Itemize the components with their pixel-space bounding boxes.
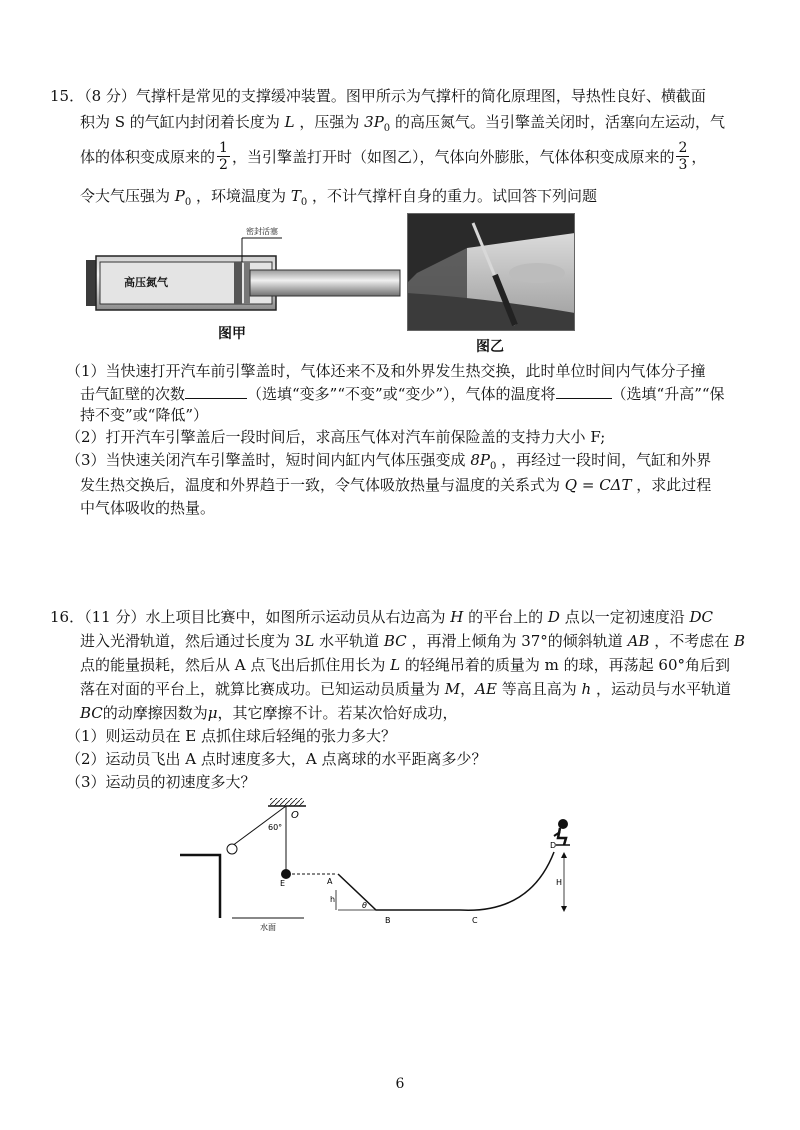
q16-line1c: 点以一定初速度沿 [564, 608, 685, 626]
fig-yi-caption: 图乙 [476, 339, 504, 355]
sub-0c: 0 [300, 197, 308, 208]
q15-line3b: ，当引擎盖打开时（如图乙），气体向外膨胀，气体体积变成原来的 [231, 147, 675, 166]
frac1-den: 2 [219, 156, 228, 173]
q15-line2c: 的高压氮气。当引擎盖关闭时，活塞向左运动，气 [394, 113, 725, 131]
q16-sub1: （1）则运动员在 E 点抓住球后轻绳的张力多大？ [66, 727, 397, 745]
figure-q16-track [170, 790, 600, 940]
label-D: D [550, 841, 557, 850]
var-M: M [444, 680, 461, 698]
figure-jia-gas-strut [84, 220, 404, 320]
ball-swung [227, 844, 237, 854]
q15-line3a: 体的体积变成原来的 [80, 147, 216, 166]
label-H: H [556, 878, 563, 887]
fraction-two-thirds [676, 140, 689, 173]
var-L3: L [390, 656, 401, 674]
formula-Q-CdT: Q = CΔT [564, 476, 632, 494]
q16-line3b: 的轻绳吊着的质量为 m 的球，再荡起 60°角后到 [404, 656, 731, 674]
var-h: h [581, 680, 592, 698]
q15-line3c: ， [691, 147, 707, 166]
q16-line2c: ，再滑上倾角为 37°的倾斜轨道 [411, 632, 623, 650]
q15-line4a: 令大气压强为 [80, 187, 171, 205]
q16-line1a: 16．（11 分）水上项目比赛中，如图所示运动员从右边高为 [50, 608, 446, 626]
piston-2 [244, 262, 250, 304]
height-H-arrowhead-down [561, 906, 567, 912]
var-AB: AB [627, 632, 650, 650]
q16-line4 [80, 678, 731, 699]
q16-line3 [80, 654, 730, 675]
var-H: H [450, 608, 464, 626]
q15-line3 [80, 136, 706, 176]
var-L: L [284, 113, 295, 131]
var-BC: BC [383, 632, 407, 650]
q15-sub1-line3: 持不变”或“降低”） [80, 406, 209, 424]
ball-E [281, 869, 291, 879]
label-water: 水面 [260, 923, 276, 932]
q15-sub1-line1: （1）当快速打开汽车前引擎盖时，气体还来不及和外界发生热交换，此时单位时间内气体分子撞 [66, 362, 706, 380]
figure-yi-photo [407, 213, 575, 331]
left-platform [180, 855, 220, 918]
label-theta: θ [362, 901, 367, 910]
var-BC2: BC [80, 704, 103, 722]
sub-0: 0 [383, 123, 391, 134]
piston [234, 262, 242, 304]
var-L2: L [304, 632, 315, 650]
q15-line4b: ，环境温度为 [196, 187, 287, 205]
q15-line4c: ，不计气撑杆自身的重力。试回答下列问题 [312, 187, 598, 205]
fraction-one-half [217, 140, 230, 173]
var-D: D [547, 608, 560, 626]
answer-blank-2[interactable] [556, 384, 612, 399]
page-number: 6 [395, 1076, 405, 1092]
q16-line2b: 水平轨道 [319, 632, 380, 650]
pivot-ceiling-hatch [270, 798, 304, 806]
frac2-den: 3 [678, 156, 688, 173]
car-in-background [509, 263, 565, 283]
var-mu: μ [207, 704, 218, 722]
q15-line2a: 积为 S 的气缸内封闭着长度为 [80, 113, 280, 131]
q16-line5a: 的动摩擦因数为 [102, 704, 208, 722]
q16-line4d: ，运动员与水平轨道 [596, 680, 732, 698]
fig-jia-caption: 图甲 [218, 326, 246, 342]
q15-sub1-line2b: （选填“变多”“不变”或“变少”），气体的温度将 [247, 385, 556, 403]
answer-blank-1[interactable] [185, 384, 247, 399]
q16-line2a: 进入光滑轨道，然后通过长度为 3 [80, 632, 305, 650]
frac2-num: 2 [678, 139, 688, 156]
q16-line2d: ，不考虑在 [654, 632, 730, 650]
var-T0: T [290, 187, 301, 205]
q16-line2 [80, 630, 745, 651]
q15-sub3-line2 [80, 474, 711, 495]
label-C: C [472, 916, 478, 925]
q15-line2 [80, 111, 725, 134]
piston-rod [250, 270, 400, 296]
q15-sub3-line3: 中气体吸收的热量。 [80, 499, 216, 517]
q15-sub1-line2c: （选填“升高”“保 [611, 385, 725, 403]
var-8P0: 8P [470, 451, 490, 469]
label-B: B [385, 916, 391, 925]
q16-line4c: 等高且高为 [501, 680, 577, 698]
q16-line4a: 落在对面的平台上，就算比赛成功。已知运动员质量为 [80, 680, 441, 698]
sub-0d: 0 [489, 461, 497, 472]
q15-line2b: ，压强为 [299, 113, 360, 131]
gas-label: 高压氮气 [124, 276, 168, 289]
var-DC: DC [689, 608, 714, 626]
q16-line1 [50, 606, 713, 627]
q15-sub3-line1a: （3）当快速关闭汽车引擎盖时，短时间内缸内气体压强变成 [66, 451, 466, 469]
q16-line5 [80, 702, 458, 723]
var-3P0: 3P [364, 113, 384, 131]
label-h: h [330, 895, 336, 904]
q16-line4b: ， [460, 680, 476, 698]
q15-sub3-line1b: ，再经过一段时间，气缸和外界 [501, 451, 712, 469]
var-P0: P [174, 187, 185, 205]
q15-line4 [80, 185, 597, 208]
piston-label: 密封活塞 [246, 227, 278, 236]
frac1-num: 1 [219, 139, 228, 156]
q15-sub2: （2）打开汽车引擎盖后一段时间后，求高压气体对汽车前保险盖的支持力大小 F; [66, 428, 606, 446]
q15-sub1-line2 [80, 383, 725, 404]
sub-0b: 0 [184, 197, 192, 208]
label-E: E [280, 879, 286, 888]
q15-sub3-line1 [66, 449, 711, 472]
label-A: A [327, 877, 333, 886]
q16-sub3: （3）运动员的初速度多大？ [66, 773, 256, 791]
track [338, 852, 554, 910]
q16-line5b: ，其它摩擦不计。若某次恰好成功， [217, 704, 458, 722]
q15-sub3-line2a: 发生热交换后，温度和外界趋于一致，令气体吸放热量与温度的关系式为 [80, 476, 561, 494]
q15-line1: 15．（8 分）气撑杆是常见的支撑缓冲装置。图甲所示为气撑杆的简化原理图，导热性良好、横截面 [50, 87, 706, 105]
label-O: O [291, 810, 299, 821]
athlete-figure [554, 819, 570, 845]
q15-sub3-line2b: ，求此过程 [636, 476, 712, 494]
q16-line3a: 点的能量损耗，然后从 A 点飞出后抓住用长为 [80, 656, 386, 674]
height-H-arrowhead-up [561, 852, 567, 858]
var-B: B [734, 632, 746, 650]
var-AE: AE [475, 680, 497, 698]
q16-sub2: （2）运动员飞出 A 点时速度多大，A 点离球的水平距离多少？ [66, 750, 487, 768]
q16-line1b: 的平台上的 [468, 608, 544, 626]
label-60deg: 60° [268, 823, 283, 832]
q15-sub1-line2a: 击气缸壁的次数 [80, 385, 186, 403]
